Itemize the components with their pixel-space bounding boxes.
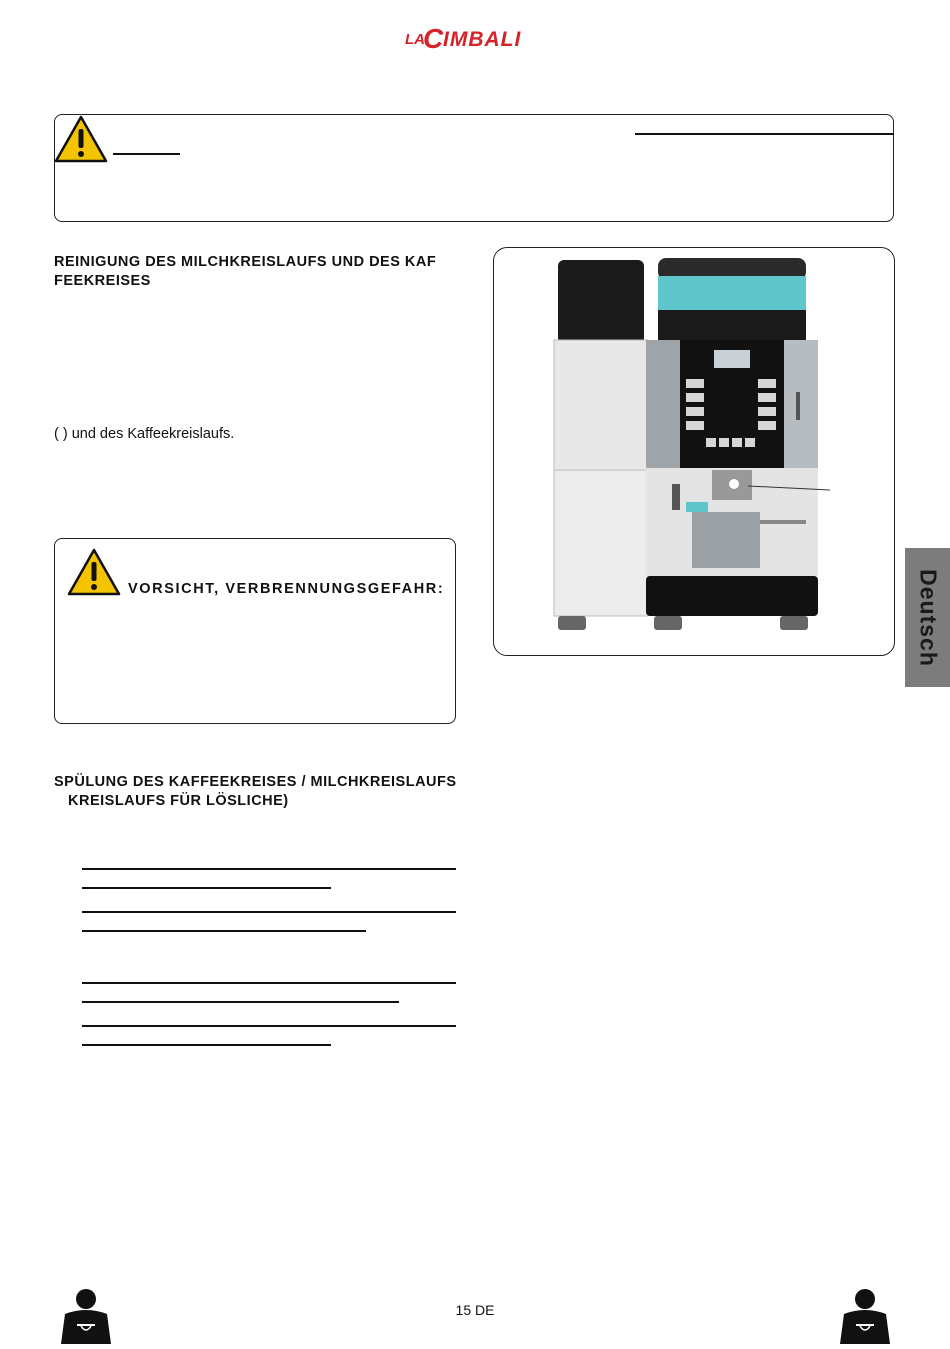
section-heading: SPÜLUNG DES KAFFEEKREISES / MILCHKREISLAUFS KREISLAUFS FÜR LÖSLICHE): [54, 774, 457, 809]
warning-triangle-icon: [67, 548, 121, 601]
svg-text:IMBALI: IMBALI: [443, 28, 522, 51]
underline-rule: [82, 930, 366, 932]
section-heading: REINIGUNG DES MILCHKREISLAUFS UND DES KAF FEEKREISES: [54, 254, 437, 289]
page-number: 15 DE: [455, 1302, 495, 1318]
service-person-icon: [55, 1288, 117, 1349]
brand-logo: [405, 22, 545, 52]
underline-rule: [82, 1025, 456, 1027]
body-text: ( ) und des Kaffeekreislaufs.: [54, 426, 235, 442]
underline-rule: [82, 1001, 399, 1003]
language-tab: [905, 548, 950, 687]
coffee-machine-illustration: [548, 256, 838, 641]
underline-rule: [82, 1044, 331, 1046]
language-tab-label: Deutsch: [915, 568, 941, 667]
svg-text:C: C: [423, 23, 444, 52]
redacted-line: [113, 153, 180, 155]
caution-title: VORSICHT, VERBRENNUNGSGEFAHR:: [128, 581, 445, 597]
service-person-icon: [834, 1288, 896, 1349]
redacted-line: [635, 133, 894, 135]
warning-triangle-icon: [54, 115, 108, 168]
underline-rule: [82, 887, 331, 889]
warning-box: [54, 114, 894, 222]
underline-rule: [82, 911, 456, 913]
underline-rule: [82, 868, 456, 870]
underline-rule: [82, 982, 456, 984]
svg-text:LA: LA: [405, 31, 425, 48]
